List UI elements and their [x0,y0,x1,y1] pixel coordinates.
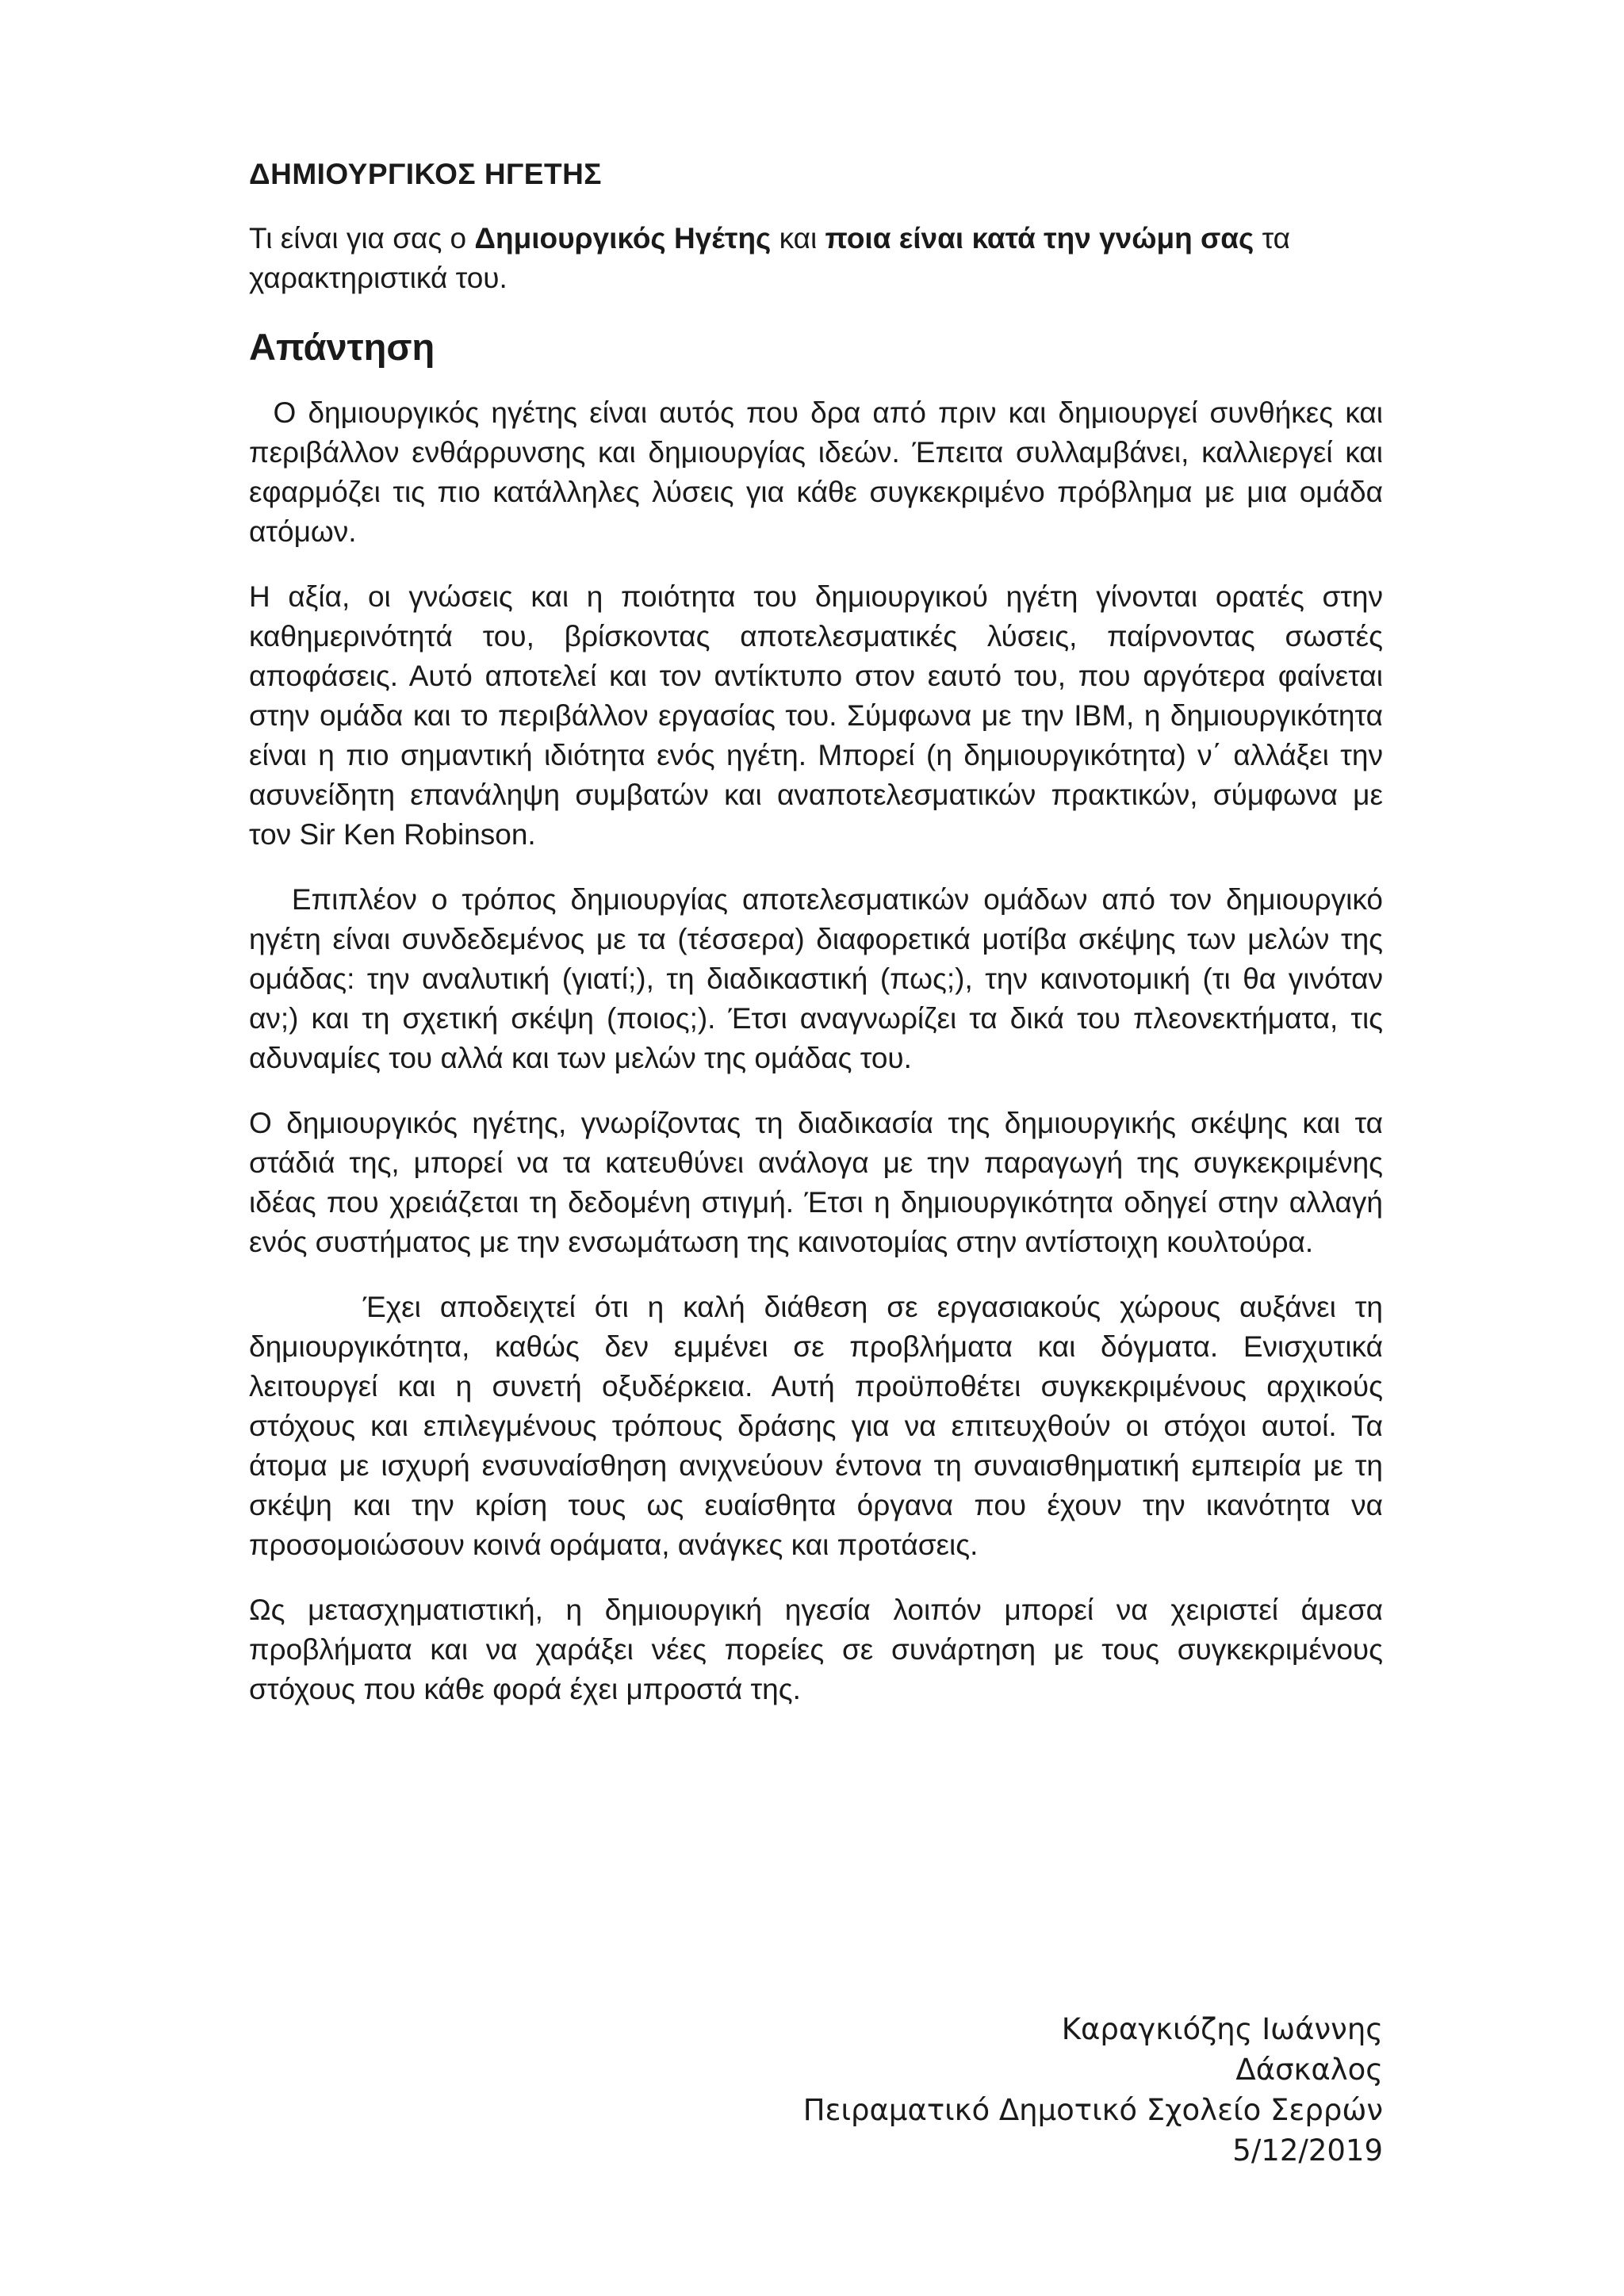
question-bold-2: ποια είναι κατά την γνώμη σας [825,222,1254,254]
document-title: ΔΗΜΙΟΥΡΓΙΚΟΣ ΗΓΕΤΗΣ [249,158,602,190]
question-part-1: Τι είναι για σας ο [249,222,475,254]
question-part-3: τα χαρακτηριστικά του. [249,222,1291,294]
paragraph-4: Ο δημιουργικός ηγέτης, γνωρίζοντας τη διαδικασία της δημιουργικής σκέψης και τα στάδιά της, μπορεί να τα κατευθύνει ανάλογα με την παραγωγή της συγκεκριμένης ιδέας που χρειάζεται τη δεδομένη στιγμή. Έτσι η δημιουργικότητα οδηγεί στην αλλαγή ενός συστήματος με την ενσωμάτωση της καινοτομίας στην αντίστοιχη κουλτούρα. [249,1107,1383,1258]
paragraph-3: Επιπλέον ο τρόπος δημιουργίας αποτελεσματικών ομάδων από τον δημιουργικό ηγέτη είναι συνδεδεμένος με τα (τέσσερα) διαφορετικά μοτίβα σκέψης των μελών της ομάδας: την αναλυτική (γιατί;), τη διαδικαστική (πως;), την καινοτομική (τι θα γινόταν αν;) και τη σχετική σκέψη (ποιος;). Έτσι αναγνωρίζει τα δικά του πλεονεκτήματα, τις αδυναμίες του αλλά και των μελών της ομάδας του. [249,883,1383,1074]
paragraph-6: Ως μετασχηματιστική, η δημιουργική ηγεσία λοιπόν μπορεί να χειριστεί άμεσα προβλήματα και να χαράξει νέες πορείες σε συνάρτηση με τους συγκεκριμένους στόχους που κάθε φορά έχει μπροστά της. [249,1594,1383,1705]
signature-date: 5/12/2019 [1232,2133,1383,2168]
signature-name: Καραγκιόζης Ιωάννης [1061,2012,1383,2046]
signature-block [803,2009,1383,2171]
question-text [249,219,1383,298]
paragraph-1: Ο δημιουργικός ηγέτης είναι αυτός που δρα από πριν και δημιουργεί συνθήκες και περιβάλλον ενθάρρυνσης και δημιουργίας ιδεών. Έπειτα συλλαμβάνει, καλλιεργεί και εφαρμόζει τις πιο κατάλληλες λύσεις για κάθε συγκεκριμένο πρόβλημα με μια ομάδα ατόμων. [249,396,1383,548]
document-page [249,155,1383,2168]
paragraph-5: Έχει αποδειχτεί ότι η καλή διάθεση σε εργασιακούς χώρους αυξάνει τη δημιουργικότητα, καθώς δεν εμμένει σε προβλήματα και δόγματα. Ενισχυτικά λειτουργεί και η συνετή οξυδέρκεια. Αυτή προϋποθέτει συγκεκριμένους αρχικούς στόχους και επιλεγμένους τρόπους δράσης για να επιτευχθούν οι στόχοι αυτοί. Τα άτομα με ισχυρή ενσυναίσθηση ανιχνεύουν έντονα τη συναισθηματική εμπειρία με τη σκέψη και την κρίση τους ως ευαίσθητα όργανα που έχουν την ικανότητα να προσομοιώσουν κοινά οράματα, ανάγκες και προτάσεις. [249,1291,1383,1561]
answer-heading: Απάντηση [249,326,435,368]
signature-role: Δάσκαλος [1235,2053,1383,2087]
signature-school: Πειραματικό Δημοτικό Σχολείο Σερρών [802,2093,1383,2127]
paragraph-2: Η αξία, οι γνώσεις και η ποιότητα του δημιουργικού ηγέτη γίνονται ορατές στην καθημερινότητά του, βρίσκοντας αποτελεσματικές λύσεις, παίρνοντας σωστές αποφάσεις. Αυτό αποτελεί και τον αντίκτυπο στον εαυτό του, που αργότερα φαίνεται στην ομάδα και το περιβάλλον εργασίας του. Σύμφωνα με την IBM, η δημιουργικότητα είναι η πιο σημαντική ιδιότητα ενός ηγέτη. Μπορεί (η δημιουργικότητα) ν΄ αλλάξει την ασυνείδητη επανάληψη συμβατών και αναποτελεσματικών πρακτικών, σύμφωνα με τον Sir Ken Robinson. [249,580,1383,851]
question-bold-1: Δημιουργικός Ηγέτης [474,222,772,254]
question-part-2: και [771,222,825,254]
